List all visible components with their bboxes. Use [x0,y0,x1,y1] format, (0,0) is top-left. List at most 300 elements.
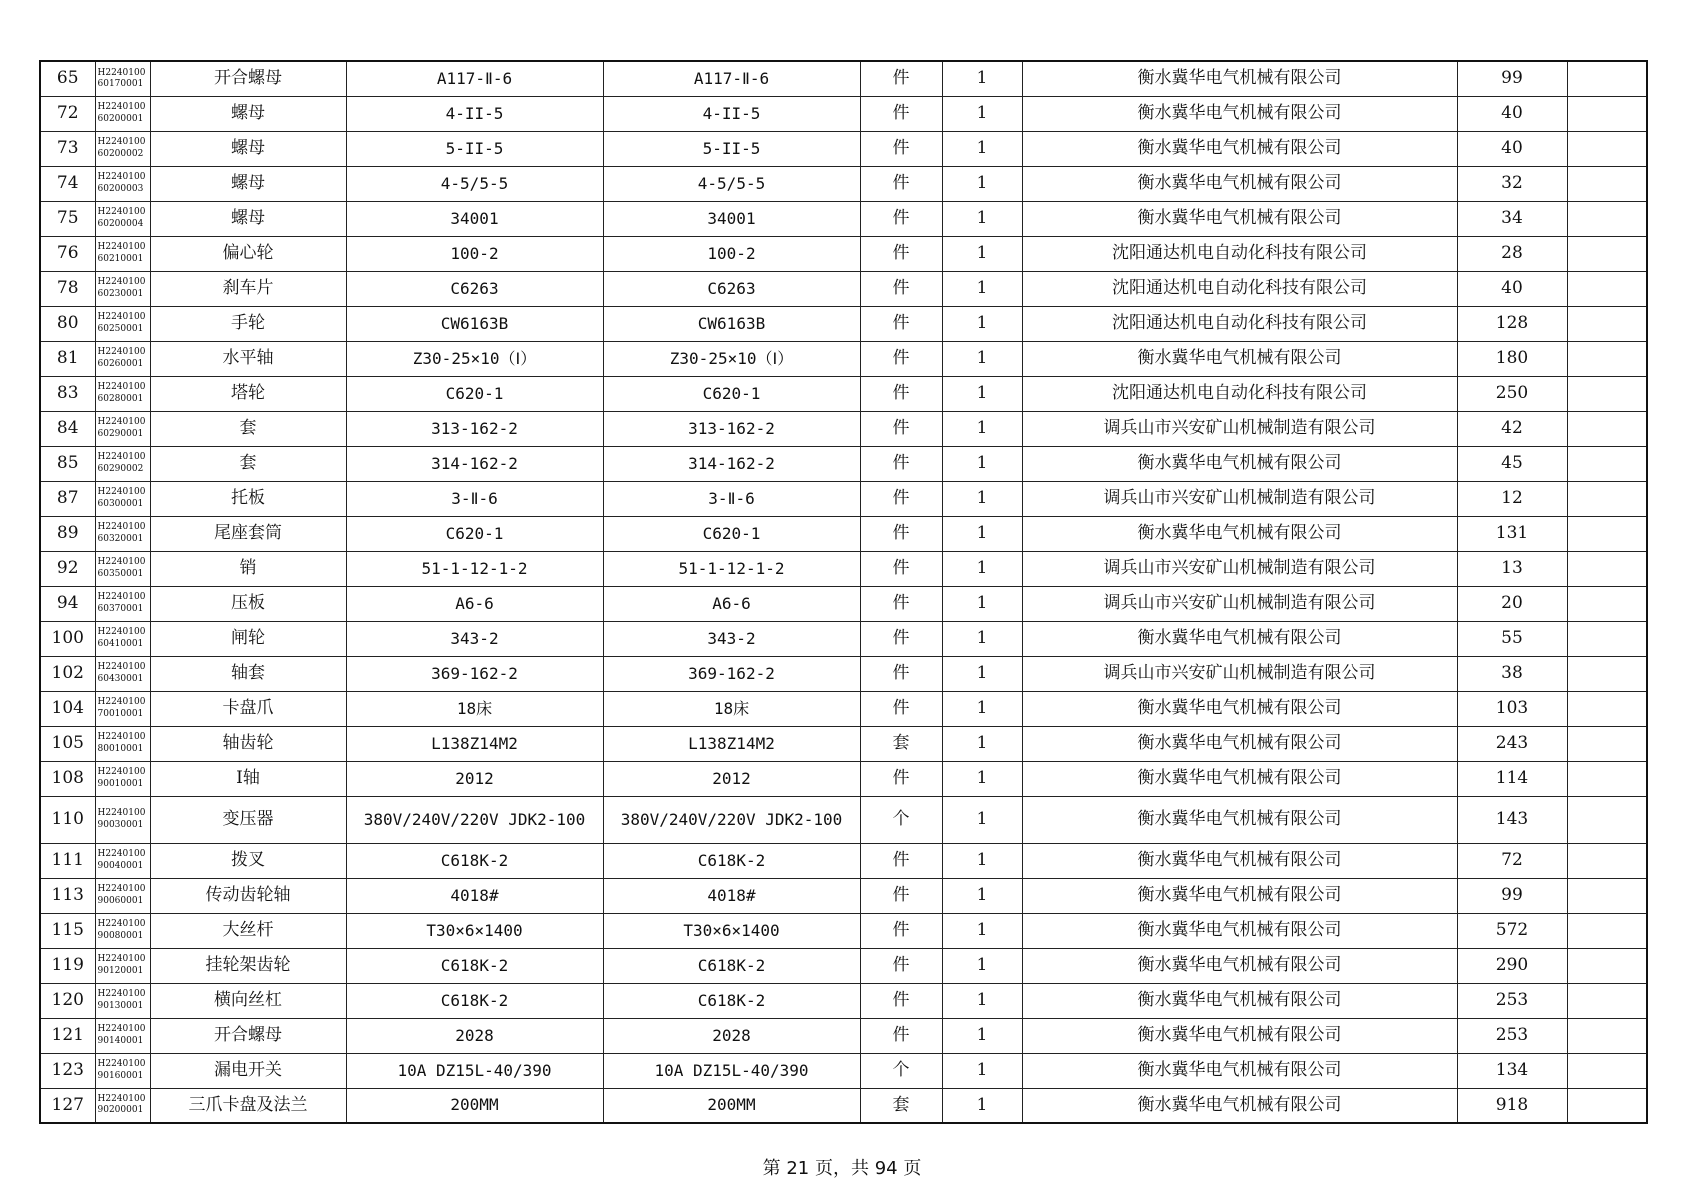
cell-price: 243 [1457,726,1567,761]
cell-part-name: 开合螺母 [150,1018,346,1053]
cell-model: C620-1 [603,376,860,411]
cell-part-name: 手轮 [150,306,346,341]
code-line-2: 60320001 [97,533,144,544]
cell-supplier: 调兵山市兴安矿山机械制造有限公司 [1022,551,1457,586]
cell-remark [1567,656,1647,691]
cell-material-code [95,913,150,948]
cell-price: 572 [1457,913,1567,948]
code-line-2: 60290001 [97,428,144,439]
code-line-2: 60410001 [97,638,144,649]
code-line-2: 60260001 [97,358,144,369]
cell-model: 313-162-2 [603,411,860,446]
cell-quantity: 1 [942,551,1022,586]
cell-part-name: 挂轮架齿轮 [150,948,346,983]
code-line-1: H2240100 [97,347,146,358]
cell-unit: 件 [860,878,942,913]
cell-spec: T30×6×1400 [346,913,603,948]
code-line-1: H2240100 [97,808,146,819]
cell-unit: 件 [860,586,942,621]
cell-remark [1567,376,1647,411]
cell-material-code [95,983,150,1018]
cell-model: 2012 [603,761,860,796]
cell-supplier: 调兵山市兴安矿山机械制造有限公司 [1022,411,1457,446]
cell-spec: L138Z14M2 [346,726,603,761]
cell-supplier: 衡水冀华电气机械有限公司 [1022,983,1457,1018]
cell-remark [1567,96,1647,131]
cell-number: 73 [40,131,95,166]
cell-model: 343-2 [603,621,860,656]
cell-supplier: 衡水冀华电气机械有限公司 [1022,878,1457,913]
cell-number: 108 [40,761,95,796]
cell-number: 85 [40,446,95,481]
cell-unit: 件 [860,341,942,376]
cell-price: 103 [1457,691,1567,726]
cell-spec: 313-162-2 [346,411,603,446]
cell-supplier: 衡水冀华电气机械有限公司 [1022,201,1457,236]
cell-price: 253 [1457,1018,1567,1053]
cell-price: 918 [1457,1088,1567,1123]
table-row [40,516,1647,551]
table-row [40,166,1647,201]
cell-model: T30×6×1400 [603,913,860,948]
cell-number: 94 [40,586,95,621]
cell-spec: 2012 [346,761,603,796]
cell-model: 51-1-12-1-2 [603,551,860,586]
table-row [40,691,1647,726]
cell-price: 131 [1457,516,1567,551]
cell-supplier: 调兵山市兴安矿山机械制造有限公司 [1022,586,1457,621]
cell-remark [1567,621,1647,656]
cell-remark [1567,236,1647,271]
cell-unit: 件 [860,551,942,586]
cell-spec: A117-Ⅱ-6 [346,61,603,96]
code-line-2: 90160001 [97,1070,144,1081]
cell-price: 42 [1457,411,1567,446]
cell-part-name: 开合螺母 [150,61,346,96]
code-line-2: 90010001 [97,778,144,789]
cell-model: 34001 [603,201,860,236]
cell-quantity: 1 [942,201,1022,236]
cell-number: 78 [40,271,95,306]
cell-material-code [95,726,150,761]
cell-part-name: 螺母 [150,201,346,236]
code-line-1: H2240100 [97,1094,146,1104]
cell-price: 13 [1457,551,1567,586]
cell-remark [1567,411,1647,446]
cell-quantity: 1 [942,131,1022,166]
cell-material-code [95,271,150,306]
cell-remark [1567,271,1647,306]
cell-remark [1567,691,1647,726]
cell-model: 200MM [603,1088,860,1123]
cell-spec: 10A DZ15L-40/390 [346,1053,603,1088]
cell-remark [1567,878,1647,913]
code-line-2: 60200003 [97,183,144,194]
cell-supplier: 衡水冀华电气机械有限公司 [1022,796,1457,843]
cell-part-name: 套 [150,446,346,481]
cell-unit: 件 [860,843,942,878]
cell-price: 12 [1457,481,1567,516]
cell-model: C618K-2 [603,843,860,878]
page-number: 21 [786,1158,810,1179]
cell-spec: 4-II-5 [346,96,603,131]
cell-part-name: 漏电开关 [150,1053,346,1088]
cell-number: 123 [40,1053,95,1088]
cell-spec: 343-2 [346,621,603,656]
cell-material-code [95,341,150,376]
cell-unit: 件 [860,948,942,983]
code-line-2: 90030001 [97,819,144,830]
table-row [40,878,1647,913]
cell-quantity: 1 [942,586,1022,621]
cell-quantity: 1 [942,96,1022,131]
cell-part-name: 变压器 [150,796,346,843]
code-line-1: H2240100 [97,697,146,708]
cell-unit: 套 [860,726,942,761]
cell-quantity: 1 [942,166,1022,201]
cell-number: 81 [40,341,95,376]
code-line-2: 60430001 [97,673,144,684]
cell-spec: C6263 [346,271,603,306]
code-line-1: H2240100 [97,954,146,965]
cell-spec: Z30-25×10（Ⅰ） [346,341,603,376]
total-pages: 94 [874,1158,898,1179]
cell-spec: C618K-2 [346,983,603,1018]
code-line-1: H2240100 [97,557,146,568]
code-line-1: H2240100 [97,627,146,638]
code-line-2: 60280001 [97,393,144,404]
cell-part-name: 轴套 [150,656,346,691]
cell-supplier: 衡水冀华电气机械有限公司 [1022,166,1457,201]
cell-material-code [95,656,150,691]
cell-price: 99 [1457,61,1567,96]
cell-remark [1567,761,1647,796]
code-line-1: H2240100 [97,849,146,860]
cell-material-code [95,761,150,796]
cell-quantity: 1 [942,691,1022,726]
cell-spec: 51-1-12-1-2 [346,551,603,586]
cell-spec: A6-6 [346,586,603,621]
table-row [40,446,1647,481]
code-line-1: H2240100 [97,312,146,323]
cell-remark [1567,1053,1647,1088]
cell-spec: 4018# [346,878,603,913]
cell-quantity: 1 [942,913,1022,948]
parts-table [39,60,1648,1124]
cell-supplier: 衡水冀华电气机械有限公司 [1022,96,1457,131]
cell-supplier: 衡水冀华电气机械有限公司 [1022,1088,1457,1123]
cell-part-name: I轴 [150,761,346,796]
table-row [40,236,1647,271]
cell-unit: 件 [860,913,942,948]
code-line-2: 60290002 [97,463,144,474]
cell-part-name: 轴齿轮 [150,726,346,761]
cell-supplier: 衡水冀华电气机械有限公司 [1022,341,1457,376]
cell-remark [1567,1088,1647,1123]
cell-quantity: 1 [942,271,1022,306]
cell-number: 105 [40,726,95,761]
cell-supplier: 衡水冀华电气机械有限公司 [1022,761,1457,796]
cell-spec: C620-1 [346,376,603,411]
cell-part-name: 压板 [150,586,346,621]
cell-number: 100 [40,621,95,656]
cell-model: 5-II-5 [603,131,860,166]
table-row [40,551,1647,586]
table-row [40,1088,1647,1123]
cell-spec: C618K-2 [346,843,603,878]
cell-supplier: 衡水冀华电气机械有限公司 [1022,61,1457,96]
code-line-2: 90200001 [97,1105,144,1116]
code-line-1: H2240100 [97,417,146,428]
cell-supplier: 衡水冀华电气机械有限公司 [1022,1018,1457,1053]
cell-model: C618K-2 [603,948,860,983]
cell-remark [1567,131,1647,166]
code-line-2: 90060001 [97,895,144,906]
cell-material-code [95,201,150,236]
cell-material-code [95,621,150,656]
cell-part-name: 螺母 [150,96,346,131]
cell-part-name: 螺母 [150,166,346,201]
cell-quantity: 1 [942,306,1022,341]
table-row [40,586,1647,621]
cell-part-name: 水平轴 [150,341,346,376]
cell-material-code [95,96,150,131]
page-footer [0,1154,1684,1180]
code-line-2: 90130001 [97,1000,144,1011]
cell-spec: 2028 [346,1018,603,1053]
cell-model: 4-5/5-5 [603,166,860,201]
table-row [40,983,1647,1018]
cell-model: 4018# [603,878,860,913]
cell-unit: 件 [860,516,942,551]
cell-quantity: 1 [942,1018,1022,1053]
cell-spec: 34001 [346,201,603,236]
table-row [40,796,1647,843]
code-line-2: 90140001 [97,1035,144,1046]
table-row [40,201,1647,236]
code-line-1: H2240100 [97,382,146,393]
cell-part-name: 闸轮 [150,621,346,656]
cell-material-code [95,843,150,878]
cell-quantity: 1 [942,843,1022,878]
cell-model: 369-162-2 [603,656,860,691]
cell-unit: 件 [860,271,942,306]
code-line-1: H2240100 [97,277,146,288]
table-row [40,131,1647,166]
cell-part-name: 托板 [150,481,346,516]
code-line-2: 60350001 [97,568,144,579]
cell-spec: C618K-2 [346,948,603,983]
cell-material-code [95,551,150,586]
cell-quantity: 1 [942,516,1022,551]
cell-model: A117-Ⅱ-6 [603,61,860,96]
table-row [40,656,1647,691]
cell-supplier: 衡水冀华电气机械有限公司 [1022,516,1457,551]
code-line-2: 60250001 [97,323,144,334]
cell-price: 128 [1457,306,1567,341]
cell-unit: 件 [860,691,942,726]
cell-unit: 个 [860,1053,942,1088]
cell-number: 84 [40,411,95,446]
code-line-1: H2240100 [97,172,146,183]
cell-model: 10A DZ15L-40/390 [603,1053,860,1088]
code-line-1: H2240100 [97,487,146,498]
cell-supplier: 衡水冀华电气机械有限公司 [1022,948,1457,983]
cell-price: 134 [1457,1053,1567,1088]
footer-middle: 页，共 [809,1158,875,1179]
cell-number: 80 [40,306,95,341]
cell-quantity: 1 [942,376,1022,411]
cell-price: 143 [1457,796,1567,843]
code-line-2: 60200002 [97,148,144,159]
cell-unit: 件 [860,411,942,446]
cell-unit: 件 [860,1018,942,1053]
cell-price: 40 [1457,271,1567,306]
table-row [40,843,1647,878]
cell-supplier: 衡水冀华电气机械有限公司 [1022,691,1457,726]
cell-price: 38 [1457,656,1567,691]
footer-prefix: 第 [762,1158,787,1179]
code-line-1: H2240100 [97,1059,146,1070]
code-line-2: 60170001 [97,78,144,89]
cell-supplier: 衡水冀华电气机械有限公司 [1022,843,1457,878]
cell-unit: 件 [860,61,942,96]
cell-remark [1567,306,1647,341]
cell-quantity: 1 [942,1053,1022,1088]
cell-quantity: 1 [942,761,1022,796]
cell-part-name: 螺母 [150,131,346,166]
cell-material-code [95,446,150,481]
cell-remark [1567,551,1647,586]
cell-supplier: 衡水冀华电气机械有限公司 [1022,1053,1457,1088]
table-row [40,726,1647,761]
table-row [40,761,1647,796]
cell-quantity: 1 [942,411,1022,446]
cell-unit: 件 [860,481,942,516]
table-row [40,306,1647,341]
cell-remark [1567,586,1647,621]
cell-supplier: 衡水冀华电气机械有限公司 [1022,913,1457,948]
code-line-1: H2240100 [97,242,146,253]
cell-remark [1567,948,1647,983]
cell-quantity: 1 [942,236,1022,271]
cell-model: 380V/240V/220V JDK2-100 [603,796,860,843]
cell-number: 87 [40,481,95,516]
code-line-2: 90040001 [97,860,144,871]
code-line-2: 90120001 [97,965,144,976]
cell-number: 111 [40,843,95,878]
cell-quantity: 1 [942,1088,1022,1123]
cell-supplier: 衡水冀华电气机械有限公司 [1022,726,1457,761]
cell-remark [1567,166,1647,201]
cell-quantity: 1 [942,61,1022,96]
cell-part-name: 销 [150,551,346,586]
cell-spec: CW6163B [346,306,603,341]
table-row [40,411,1647,446]
cell-unit: 件 [860,376,942,411]
cell-part-name: 三爪卡盘及法兰 [150,1088,346,1123]
cell-material-code [95,1018,150,1053]
cell-model: L138Z14M2 [603,726,860,761]
cell-price: 34 [1457,201,1567,236]
code-line-2: 60230001 [97,288,144,299]
cell-number: 127 [40,1088,95,1123]
cell-part-name: 套 [150,411,346,446]
table-row [40,621,1647,656]
cell-unit: 件 [860,96,942,131]
cell-spec: 314-162-2 [346,446,603,481]
cell-spec: 18床 [346,691,603,726]
cell-part-name: 大丝杆 [150,913,346,948]
code-line-1: H2240100 [97,989,146,1000]
cell-model: CW6163B [603,306,860,341]
cell-model: C618K-2 [603,983,860,1018]
table-row [40,96,1647,131]
code-line-2: 80010001 [97,743,144,754]
code-line-2: 60200001 [97,113,144,124]
cell-quantity: 1 [942,341,1022,376]
cell-spec: 380V/240V/220V JDK2-100 [346,796,603,843]
code-line-1: H2240100 [97,67,146,78]
code-line-2: 60370001 [97,603,144,614]
cell-material-code [95,166,150,201]
code-line-1: H2240100 [97,592,146,603]
code-line-1: H2240100 [97,732,146,743]
cell-model: A6-6 [603,586,860,621]
cell-part-name: 拨叉 [150,843,346,878]
cell-unit: 件 [860,166,942,201]
cell-material-code [95,131,150,166]
cell-price: 20 [1457,586,1567,621]
cell-remark [1567,983,1647,1018]
cell-quantity: 1 [942,481,1022,516]
cell-remark [1567,516,1647,551]
code-line-1: H2240100 [97,919,146,930]
cell-spec: 4-5/5-5 [346,166,603,201]
table-row [40,1053,1647,1088]
cell-supplier: 沈阳通达机电自动化科技有限公司 [1022,236,1457,271]
code-line-1: H2240100 [97,662,146,673]
table-row [40,481,1647,516]
cell-price: 114 [1457,761,1567,796]
cell-price: 180 [1457,341,1567,376]
cell-number: 72 [40,96,95,131]
cell-number: 89 [40,516,95,551]
cell-number: 65 [40,61,95,96]
code-line-1: H2240100 [97,884,146,895]
cell-number: 74 [40,166,95,201]
cell-part-name: 传动齿轮轴 [150,878,346,913]
cell-price: 72 [1457,843,1567,878]
table-row [40,61,1647,96]
cell-quantity: 1 [942,656,1022,691]
table-row [40,376,1647,411]
cell-spec: 3-Ⅱ-6 [346,481,603,516]
cell-spec: 100-2 [346,236,603,271]
cell-price: 55 [1457,621,1567,656]
cell-quantity: 1 [942,446,1022,481]
cell-part-name: 横向丝杠 [150,983,346,1018]
cell-remark [1567,913,1647,948]
cell-model: 3-Ⅱ-6 [603,481,860,516]
cell-remark [1567,61,1647,96]
cell-part-name: 刹车片 [150,271,346,306]
code-line-2: 60300001 [97,498,144,509]
cell-price: 32 [1457,166,1567,201]
code-line-1: H2240100 [97,1024,146,1035]
cell-price: 250 [1457,376,1567,411]
cell-price: 40 [1457,96,1567,131]
